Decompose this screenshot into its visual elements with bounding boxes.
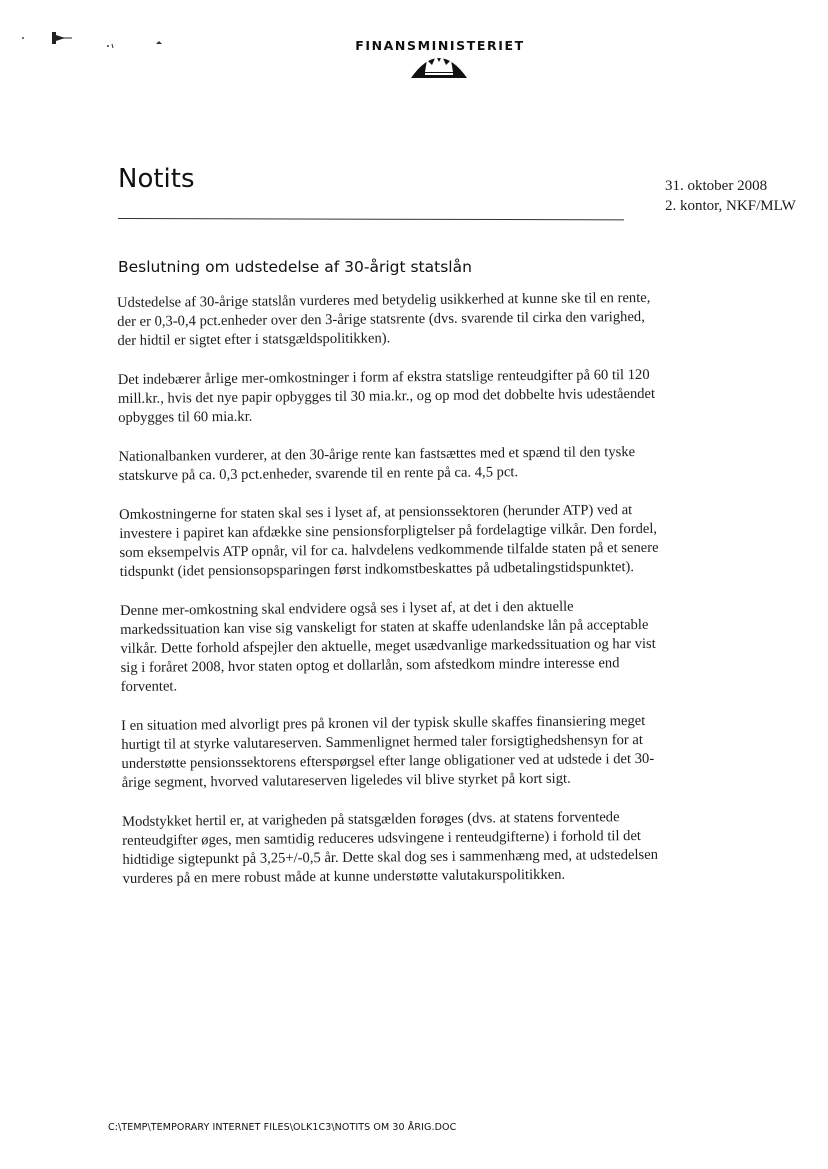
document-subject: Beslutning om udstedelse af 30-årigt statslån	[118, 258, 472, 276]
body-paragraph: Udstedelse af 30-årige statslån vurderes med betydelig usikkerhed at kunne ske til en rente, der er 0,3-0,4 pct.enheder over den 3-årige statsrente (dvs. svarende til cirka den varighed, der hidtil er sigtet efter i statsgældspolitikken).	[117, 289, 651, 349]
document-meta	[665, 176, 825, 216]
scan-artifact-marks	[20, 28, 170, 58]
body-paragraph: Denne mer-omkostning skal endvidere også ses i lyset af, at det i den aktuelle markedssituation kan vise sig vanskeligt for staten at skaffe udenlandske lån på acceptable vilkår. Dette forhold afspejler den aktuelle, meget usædvanlige markedssituation og har vist sig i foråret 2008, hvor staten optog et dollarlån, som afstedkom mindre interesse end forventet.	[119, 598, 656, 695]
document-date: 31. oktober 2008	[665, 178, 768, 194]
title-divider	[118, 218, 624, 220]
body-paragraph: I en situation med alvorligt pres på kronen vil der typisk skulle skaffes finansiering meget hurtigt til at styrke valutareserven. Sammenlignet hermed taler forsigtighedshensyn for at understøtte pensionssektorens efterspørgsel efter lange obligationer ved at udstede i det 30-årige segment, hvorved valutareserven ligeledes vil blive styrket på kort sigt.	[121, 712, 655, 791]
footer-file-path: C:\TEMP\TEMPORARY INTERNET FILES\OLK1C3\NOTITS OM 30 ÅRIG.DOC	[108, 1122, 457, 1133]
ministry-name: FINANSMINISTERIET	[355, 38, 525, 53]
document-body	[117, 289, 663, 909]
body-paragraph: Nationalbanken vurderer, at den 30-årige rente kan fastsættes med et spænd til den tyske statskurve på ca. 0,3 pct.enheder, svarende til en rente på ca. 4,5 pct.	[118, 444, 636, 484]
document-office: 2. kontor, NKF/MLW	[665, 198, 796, 214]
body-paragraph: Det indebærer årlige mer-omkostninger i form af ekstra statslige renteudgifter på 60 til 120 mill.kr., hvis det nye papir opbygges til 30 mia.kr., og op mod det dobbelte hvis udeståendet opbygges til 60 mia.kr.	[117, 366, 656, 426]
body-paragraph: Omkostningerne for staten skal ses i lyset af, at pensionssektoren (herunder ATP) ved at investere i papiret kan afdække sine pensionsforpligtelser på fordelagtige vilkår. Den fordel, som eksempelvis ATP opnår, vil for ca. halvdelens vedkommende tilfalde staten på et senere tidspunkt (idet pensionsopsparingen først indkomstbeskattes på udbetalingstidspunktet).	[119, 502, 659, 580]
document-title: Notits	[118, 164, 195, 194]
body-paragraph: Modstykket hertil er, at varigheden på statsgælden forøges (dvs. at statens forventede renteudgifter øges, men samtidig reduceres udsvingene i renteudgifterne) i forhold til det hidtidige sigtepunkt på 3,25+/-0,5 år. Dette skal dog ses i sammenhæng med, at udstedelsen vurderes på en mere robust måde at kunne understøtte valutakurspolitikken.	[121, 809, 659, 887]
